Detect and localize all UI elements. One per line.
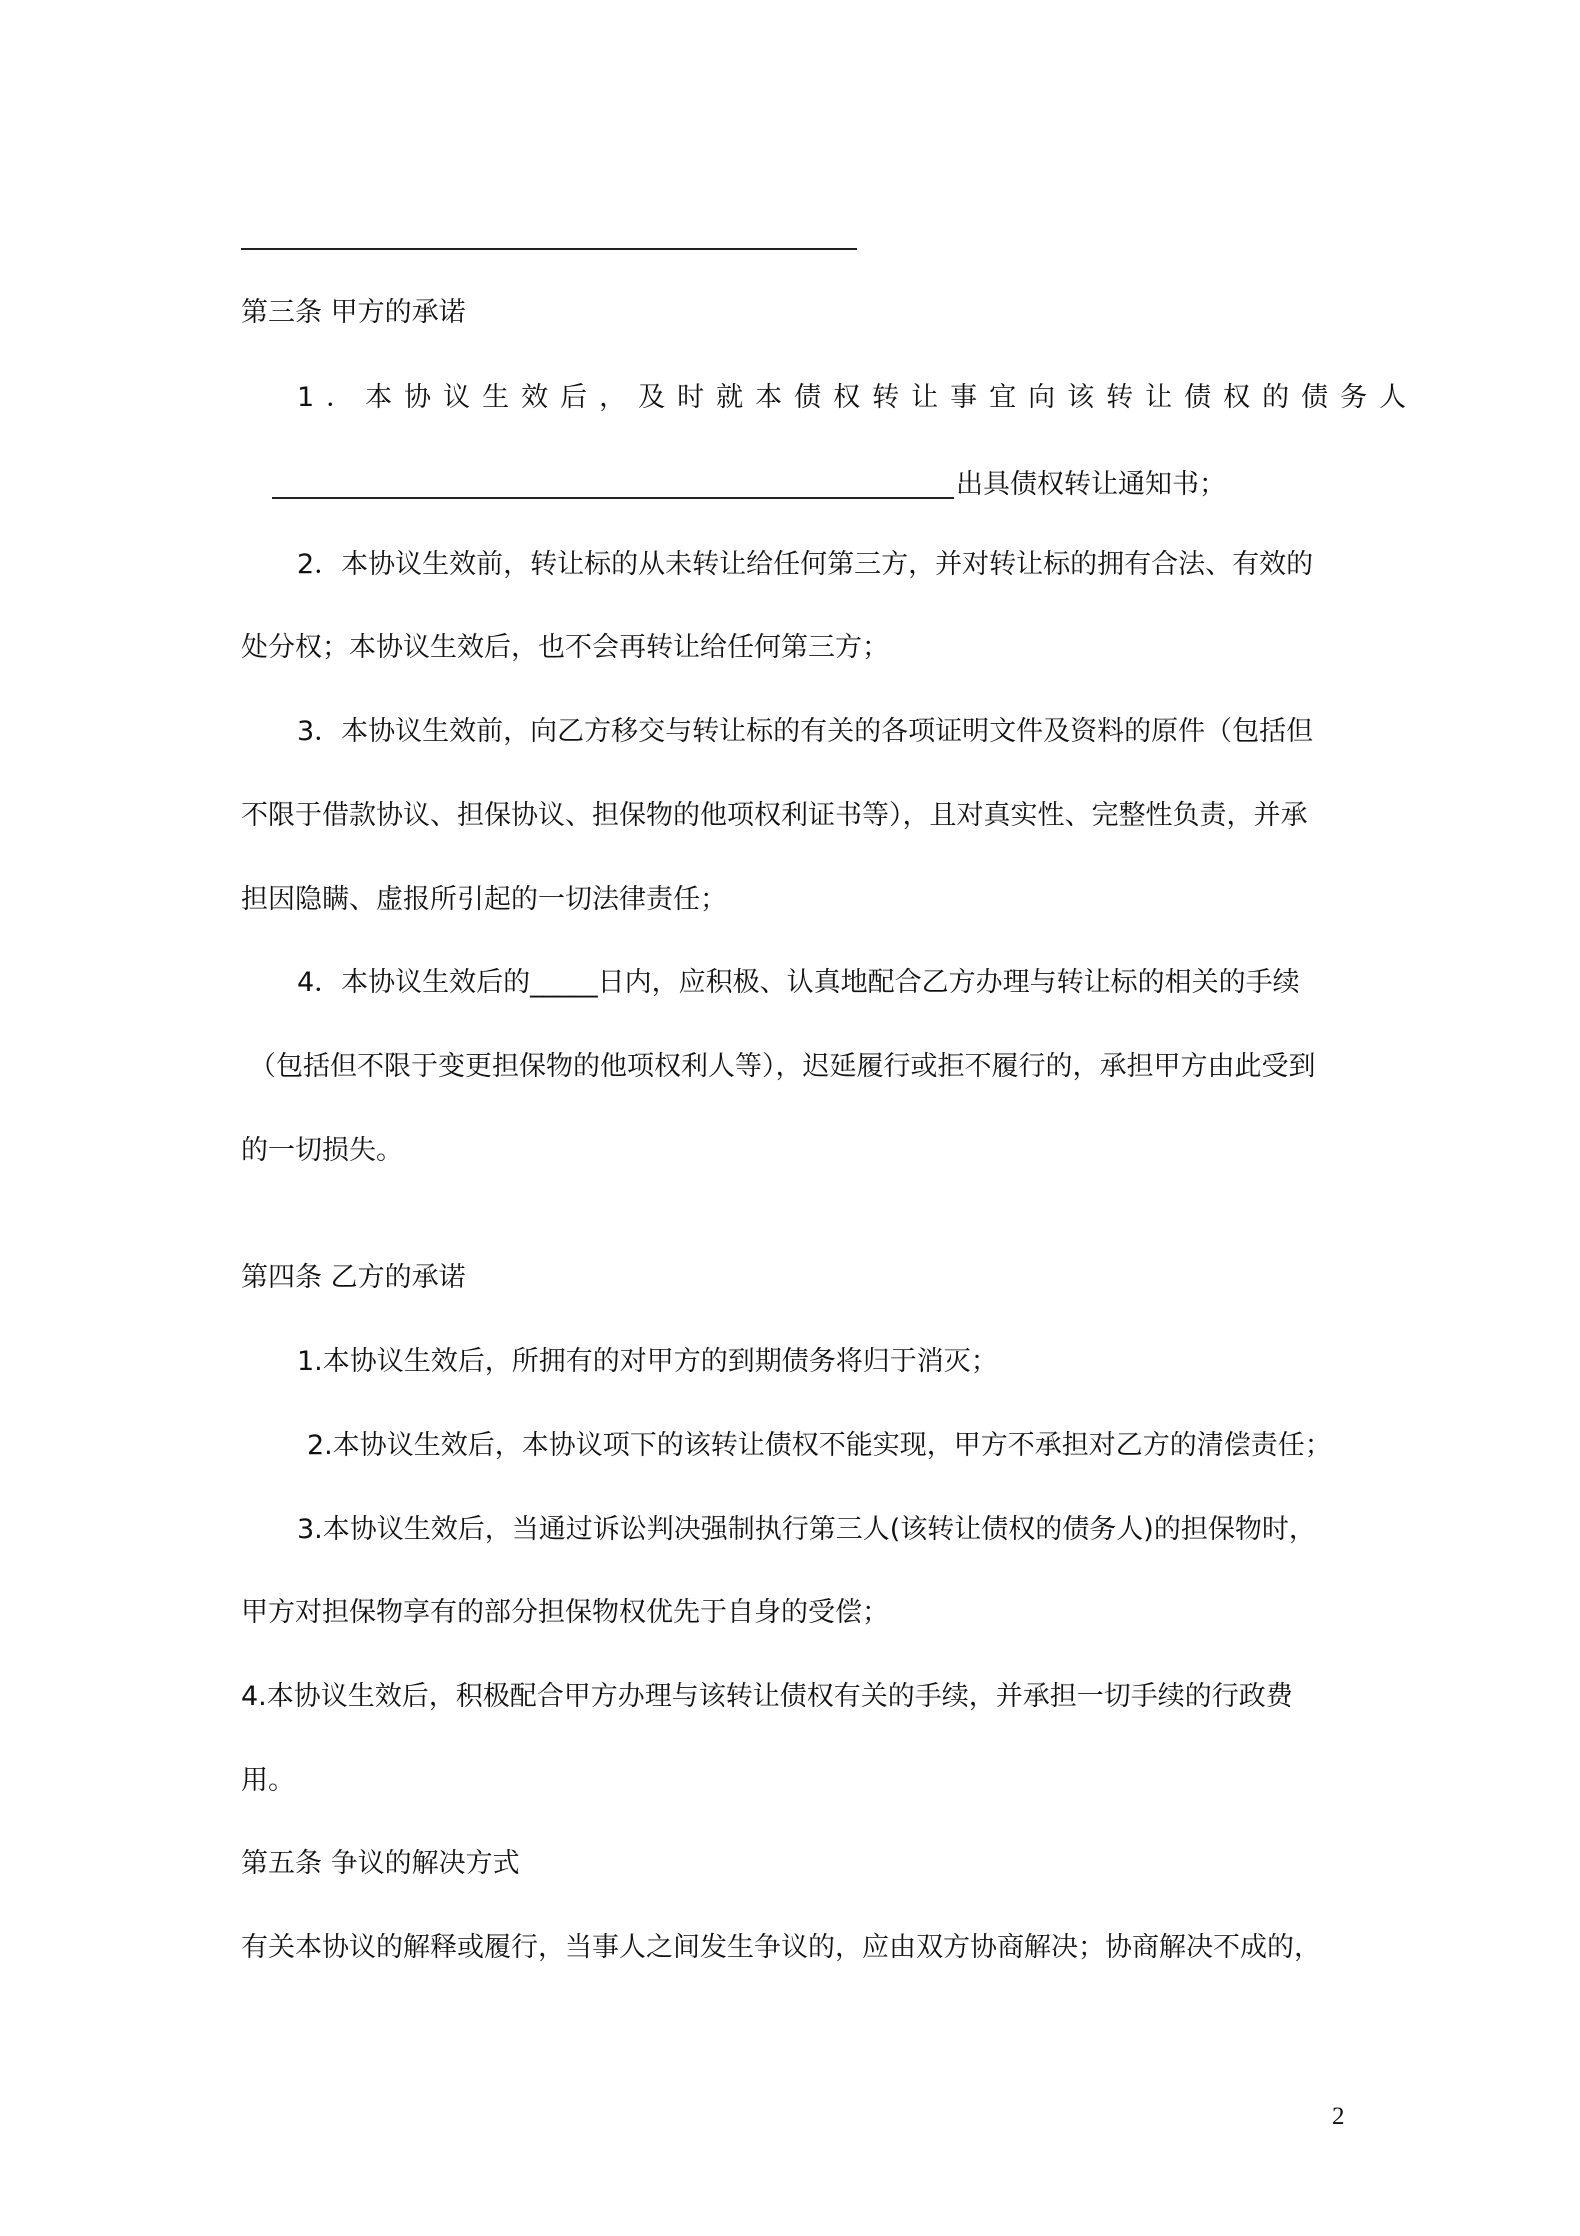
article-4-item-4-cont: 用。 <box>241 1765 295 1796</box>
article-3-item-4-cont-2: 的一切损失。 <box>241 1135 403 1166</box>
article-3-item-1-cont: 出具债权转让通知书； <box>956 469 1226 500</box>
article-3-heading: 第三条 甲方的承诺 <box>241 297 466 328</box>
article-4-item-1: 1.本协议生效后，所拥有的对甲方的到期债务将归于消灭； <box>297 1346 998 1377</box>
debtor-blank-line <box>272 497 954 499</box>
article-3-item-1: 1．本协议生效后，及时就本债权转让事宜向该转让债权的债务人 <box>297 382 1419 413</box>
article-3-item-3: 3．本协议生效前，向乙方移交与转让标的有关的各项证明文件及资料的原件（包括但 <box>297 716 1314 747</box>
article-3-item-4-cont-1: （包括但不限于变更担保物的他项权利人等），迟延履行或拒不履行的，承担甲方由此受到 <box>249 1051 1316 1082</box>
article-4-heading: 第四条 乙方的承诺 <box>241 1262 466 1293</box>
article-4-item-3: 3.本协议生效后，当通过诉讼判决强制执行第三人(该转让债权的债务人)的担保物时， <box>297 1514 1316 1545</box>
article-4-item-2: 2.本协议生效后，本协议项下的该转让债权不能实现，甲方不承担对乙方的清偿责任； <box>307 1430 1332 1461</box>
article-3-item-2: 2．本协议生效前，转让标的从未转让给任何第三方，并对转让标的拥有合法、有效的 <box>297 549 1314 580</box>
article-3-item-3-cont-1: 不限于借款协议、担保协议、担保物的他项权利证书等），且对真实性、完整性负责，并承 <box>241 800 1308 831</box>
article-5-paragraph: 有关本协议的解释或履行，当事人之间发生争议的，应由双方协商解决；协商解决不成的， <box>241 1932 1321 1963</box>
page-number: 2 <box>1332 2103 1345 2130</box>
article-4-item-3-cont: 甲方对担保物享有的部分担保物权优先于自身的受偿； <box>241 1597 889 1628</box>
article-3-item-3-cont-2: 担因隐瞒、虚报所引起的一切法律责任； <box>241 884 727 915</box>
article-3-item-4: 4．本协议生效后的_____日内，应积极、认真地配合乙方办理与转让标的相关的手续 <box>297 967 1300 998</box>
article-5-heading: 第五条 争议的解决方式 <box>241 1848 520 1879</box>
article-3-item-2-cont: 处分权；本协议生效后，也不会再转让给任何第三方； <box>241 632 889 663</box>
article-4-item-4: 4.本协议生效后，积极配合甲方办理与该转让债权有关的手续，并承担一切手续的行政费 <box>241 1681 1293 1712</box>
top-blank-line <box>241 248 857 250</box>
